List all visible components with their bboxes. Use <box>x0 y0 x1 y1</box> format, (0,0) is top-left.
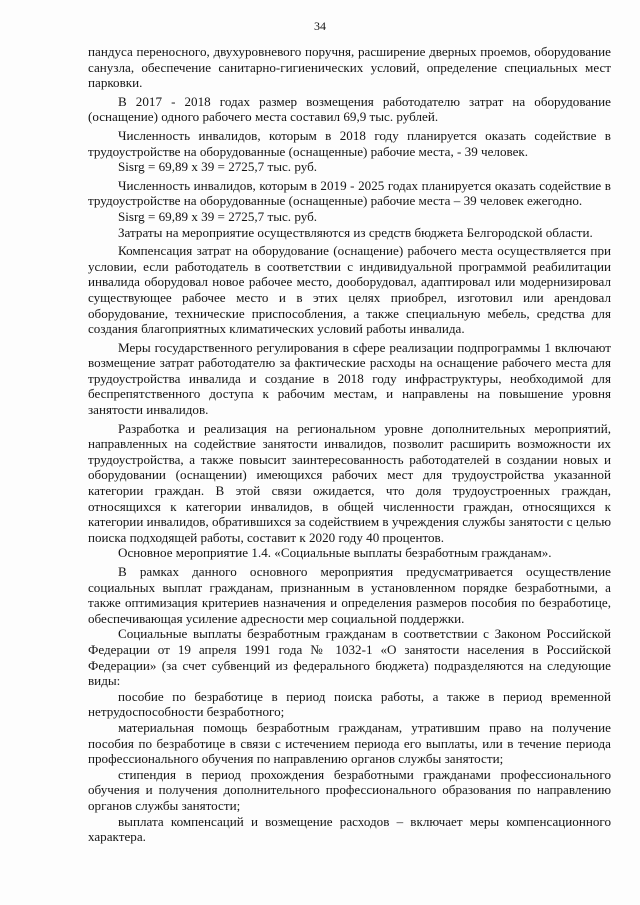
paragraph: В 2017 - 2018 годах размер возмещения работодателю затрат на оборудование (оснащение) одного рабочего места составил 69,9 тыс. рублей. <box>88 93 611 125</box>
paragraph: Меры государственного регулирования в сфере реализации подпрограммы 1 включают возмещение затрат работодателю за фактические расходы на оснащение рабочего места для трудоустройства инвалида и создание в 2018 году инфраструктуры, необходимой для беспрепятственного доступа к рабочим местам, и направлены на повышение уровня занятости инвалидов. <box>88 339 611 418</box>
paragraph: Социальные выплаты безработным гражданам в соответствии с Законом Российской Федерации от 19 апреля 1991 года № 1032-1 «О занятости населения в Российской Федерации» (за счет субвенций из федерального бюджета) подразделяются на следующие виды: <box>88 626 611 689</box>
section-heading: Основное мероприятие 1.4. «Социальные выплаты безработным гражданам». <box>118 545 552 561</box>
list-item: выплата компенсаций и возмещение расходов – включает меры компенсационного характера. <box>88 813 611 845</box>
paragraph: Разработка и реализация на региональном уровне дополнительных мероприятий, направленных на содействие занятости инвалидов, позволит расширить возможности их трудоустройства, а также повысит заинтересованность работодателей в создании новых и оборудовании (оснащении) имеющихся рабочих мест для трудоустройства указанной категории граждан. В этой связи ожидается, что доля трудоустроенных граждан, относящихся к категории инвалидов, в общей численности граждан, относящихся к категории инвалидов, обратившихся за содействием в учреждения службы занятости с целью поиска подходящей работы, составит к 2020 году 40 процентов. <box>88 420 611 545</box>
formula-line: Sisrg = 69,89 x 39 = 2725,7 тыс. руб. <box>118 159 318 175</box>
list-item: пособие по безработице в период поиска работы, а также в период временной нетрудоспособности безработного; <box>88 688 611 720</box>
list-item: стипендия в период прохождения безработными гражданами профессионального обучения и получения дополнительного профессионального образования по направлению органов службы занятости; <box>88 766 611 813</box>
paragraph: Компенсация затрат на оборудование (оснащение) рабочего места осуществляется при условии, если работодатель в соответствии с индивидуальной программой реабилитации инвалида оборудовал новое рабочее место, дооборудовал, адаптировал или модернизировал существующее рабочее место и в этих целях приобрел, изготовил или арендовал оборудование, технические приспособления, а также специальную мебель, средства для создания благоприятных климатических условий работы инвалида. <box>88 243 611 337</box>
paragraph: Численность инвалидов, которым в 2019 - 2025 годах планируется оказать содействие в трудоустройстве на оборудованные (оснащенные) рабочие места – 39 человек ежегодно. <box>88 177 611 209</box>
paragraph: В рамках данного основного мероприятия предусматривается осуществление социальных выплат гражданам, признанным в установленном порядке безработными, а также оптимизация критериев назначения и определения размеров пособия по безработице, обеспечивающая усиление адресности мер социальной поддержки. <box>88 564 611 626</box>
paragraph: Численность инвалидов, которым в 2018 году планируется оказать содействие в трудоустройстве на оборудованные (оснащенные) рабочие места, - 39 человек. <box>88 127 611 159</box>
document-body <box>88 44 611 845</box>
paragraph: Затраты на мероприятие осуществляются из средств бюджета Белгородской области. <box>118 224 593 240</box>
paragraph: пандуса переносного, двухуровневого поручня, расширение дверных проемов, оборудование санузла, обеспечение санитарно-гигиенических условий, определение специальных мест парковки. <box>88 44 611 91</box>
formula-line: Sisrg = 69,89 x 39 = 2725,7 тыс. руб. <box>118 208 318 224</box>
page-number: 34 <box>314 19 326 33</box>
list-item: материальная помощь безработным гражданам, утратившим право на получение пособия по безработице в связи с истечением периода его выплаты, или в течение периода профессионального обучения по направлению органов службы занятости; <box>88 719 611 767</box>
